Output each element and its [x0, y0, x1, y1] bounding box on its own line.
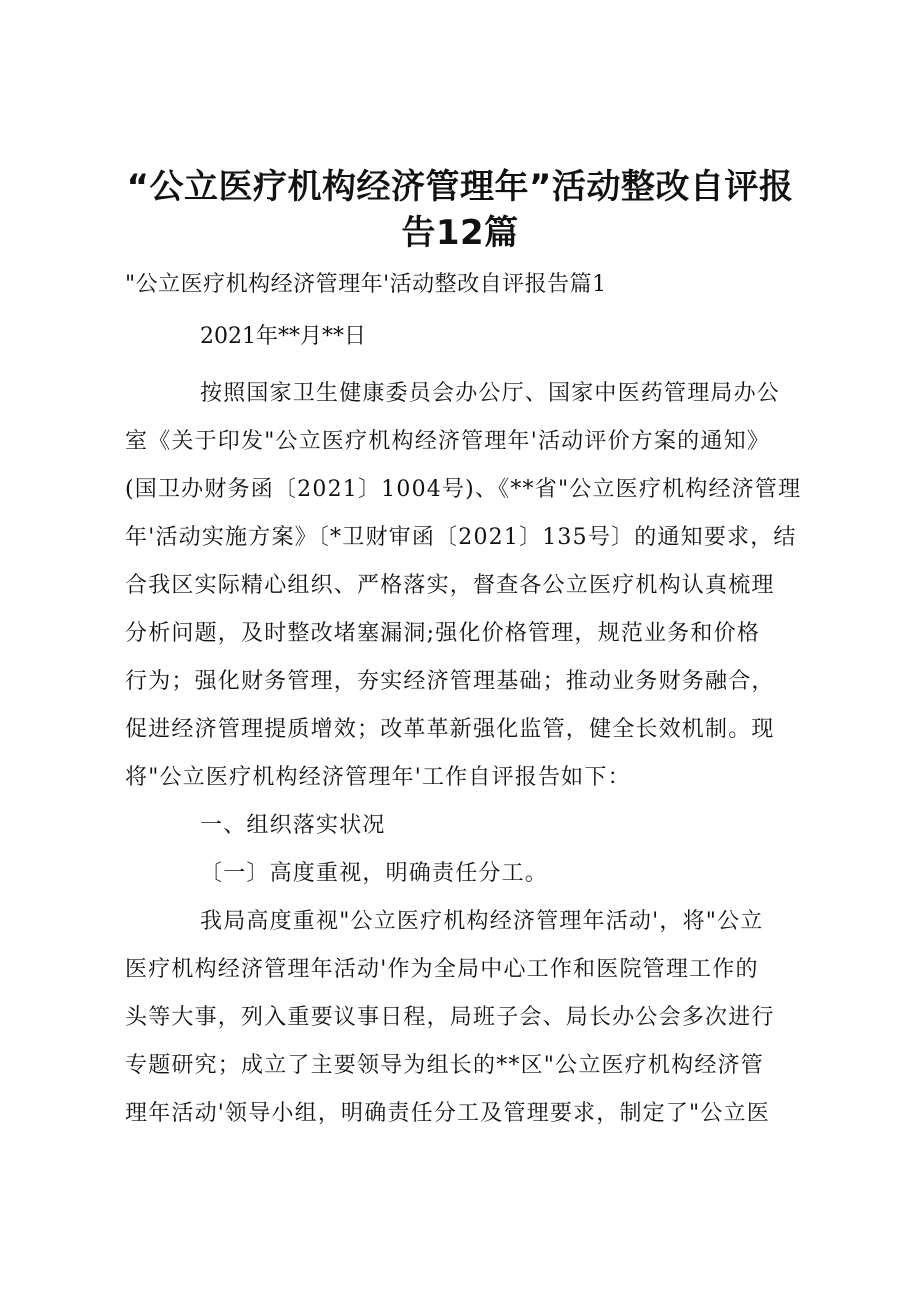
body-line: 我局高度重视"公立医疗机构经济管理年活动'，将"公立: [200, 909, 764, 934]
title-line-2: 告12篇: [401, 213, 519, 253]
document-title: [107, 164, 813, 256]
body-line: 医疗机构经济管理年活动'作为全局中心工作和医院管理工作的: [125, 957, 759, 982]
body-line: 促进经济管理提质增效；改革革新强化监管，健全长效机制。现: [125, 717, 775, 742]
body-line: 年'活动实施方案》〔*卫财审函〔2021〕135号〕的通知要求，结: [125, 525, 797, 550]
body-line: (国卫办财务函〔2021〕1004号)、《**省"公立医疗机构经济管理: [125, 477, 802, 502]
body-text: [125, 370, 815, 1138]
body-line: 室《关于印发"公立医疗机构经济管理年'活动评价方案的通知》: [125, 429, 770, 454]
body-line: 合我区实际精心组织、严格落实，督查各公立医疗机构认真梳理: [125, 573, 775, 598]
body-line: 一、组织落实状况: [200, 813, 386, 838]
body-line: 按照国家卫生健康委员会办公厅、国家中医药管理局办公: [200, 381, 781, 406]
body-line: 专题研究；成立了主要领导为组长的**区"公立医疗机构经济管: [125, 1053, 764, 1078]
body-line: 行为；强化财务管理，夯实经济管理基础；推动业务财务融合，: [125, 669, 775, 694]
title-line-1: “公立医疗机构经济管理年”活动整改自评报: [126, 167, 794, 207]
body-line: 〔一〕高度重视，明确责任分工。: [200, 861, 549, 886]
body-line: 理年活动'领导小组，明确责任分工及管理要求，制定了"公立医: [125, 1101, 770, 1126]
section-subtitle: "公立医疗机构经济管理年'活动整改自评报告篇1: [125, 272, 607, 297]
document-date: 2021年**月**日: [200, 324, 366, 349]
body-line: 分析问题，及时整改堵塞漏洞;强化价格管理，规范业务和价格: [125, 621, 761, 646]
body-line: 将"公立医疗机构经济管理年'工作自评报告如下：: [125, 765, 631, 790]
body-line: 头等大事，列入重要议事日程，局班子会、局长办公会多次进行: [125, 1005, 775, 1030]
